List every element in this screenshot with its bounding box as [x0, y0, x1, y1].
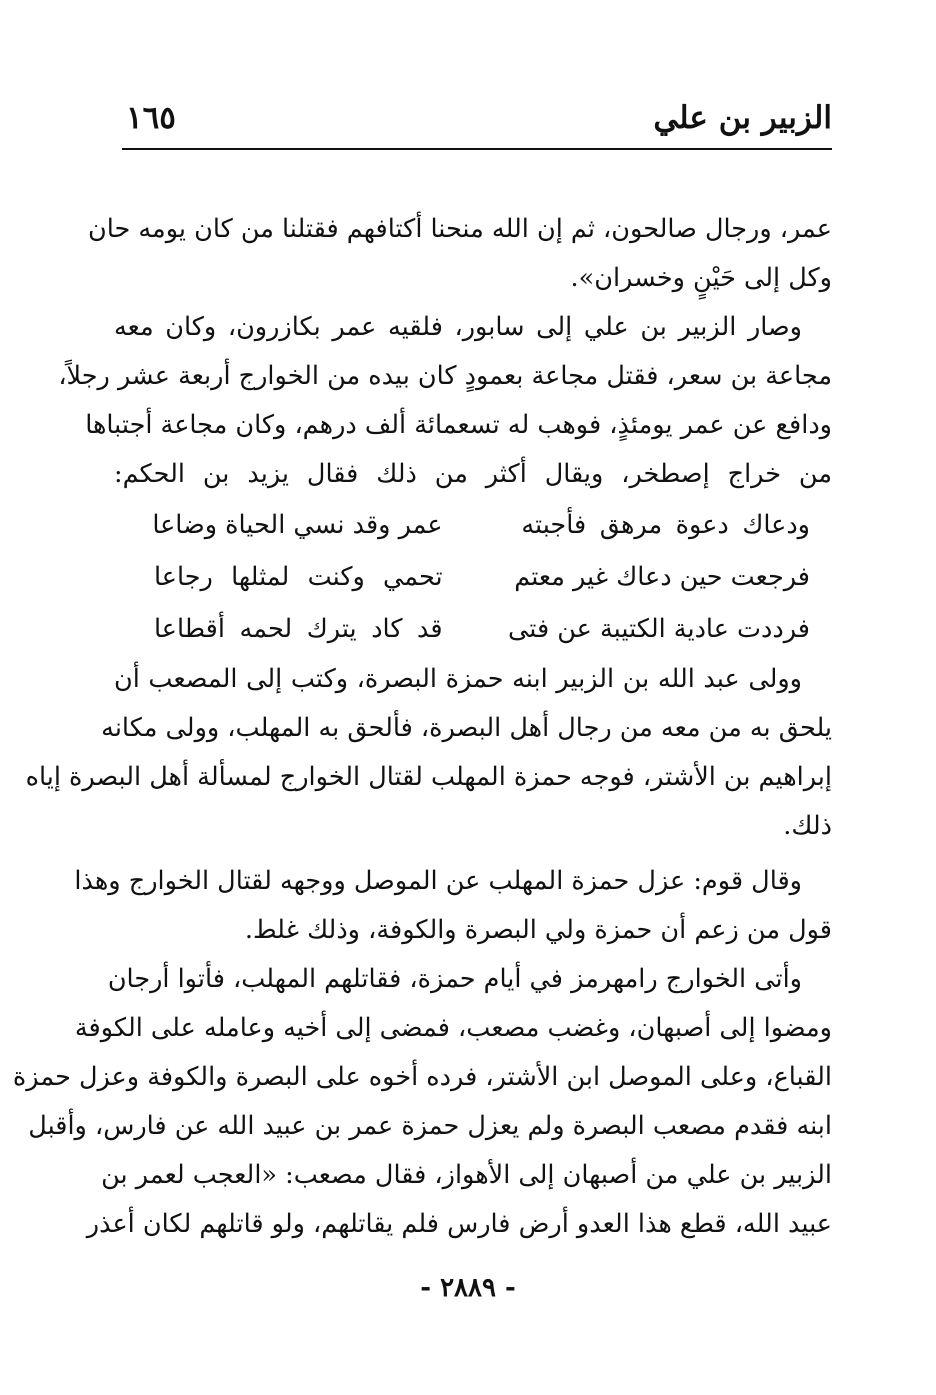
verse-first-hemistich: ودعاك دعوة مرهق فأجبته — [521, 510, 810, 540]
text-line: يلحق به من معه من رجال أهل البصرة، فألحق به المهلب، وولى مكانه — [101, 713, 832, 743]
page-header — [122, 96, 832, 150]
poem-verse — [154, 603, 810, 655]
text-line: وصار الزبير بن علي إلى سابور، فلقيه عمر بكازرون، وكان معه — [114, 312, 802, 342]
text-line: ودافع عن عمر يومئذٍ، فوهب له تسعمائة ألف درهم، وكان مجاعة أجتباها — [85, 410, 832, 440]
text-line: إبراهيم بن الأشتر، فوجه حمزة المهلب لقتال الخوارج لمسألة أهل البصرة إياه — [25, 762, 832, 792]
text-line: من خراج إصطخر، ويقال أكثر من ذلك فقال يزيد بن الحكم: — [114, 459, 832, 489]
text-line: الزبير بن علي من أصبهان إلى الأهواز، فقال مصعب: «العجب لعمر بن — [101, 1160, 832, 1190]
body-text — [12, 205, 832, 1249]
text-line: وأتى الخوارج رامهرمز في أيام حمزة، فقاتلهم المهلب، فأتوا أرجان — [107, 964, 802, 994]
header-page-number: ١٦٥ — [126, 100, 176, 136]
page-footer — [0, 1268, 936, 1308]
text-line: القباع، وعلى الموصل ابن الأشتر، فرده أخوه على البصرة والكوفة وعزل حمزة — [12, 1062, 832, 1092]
text-line: وكل إلى حَيْنٍ وخسران». — [570, 263, 832, 293]
verse-second-hemistich: عمر وقد نسي الحياة وضاعا — [152, 510, 443, 540]
text-line: ومضوا إلى أصبهان، وغضب مصعب، فمضى إلى أخيه وعامله على الكوفة — [74, 1013, 832, 1043]
text-line: ابنه فقدم مصعب البصرة ولم يعزل حمزة عمر بن عبيد الله عن فارس، وأقبل — [28, 1111, 832, 1141]
text-line: عبيد الله، قطع هذا العدو أرض فارس فلم يقاتلهم، ولو قاتلهم لكان أعذر — [86, 1209, 832, 1239]
running-title: الزبير بن علي — [653, 100, 832, 136]
footer-page-number: - ٢٨٨٩ - — [420, 1273, 516, 1303]
text-line: ذلك. — [783, 811, 832, 841]
text-line: قول من زعم أن حمزة ولي البصرة والكوفة، وذلك غلط. — [244, 915, 832, 945]
verse-second-hemistich: تحمي وكنت لمثلها رجاعا — [154, 562, 443, 592]
poem-verse — [154, 551, 810, 603]
verse-first-hemistich: فرددت عادية الكتيبة عن فتى — [508, 614, 810, 644]
text-line: وقال قوم: عزل حمزة المهلب عن الموصل ووجهه لقتال الخوارج وهذا — [74, 866, 802, 896]
poem-verse — [154, 499, 810, 551]
verse-second-hemistich: قد كاد يترك لحمه أقطاعا — [154, 614, 443, 644]
text-line: مجاعة بن سعر، فقتل مجاعة بعمودٍ كان بيده من الخوارج أربعة عشر رجلاً، — [58, 361, 832, 391]
poem — [154, 499, 810, 655]
text-line: عمر، ورجال صالحون، ثم إن الله منحنا أكتافهم فقتلنا من كان يومه حان — [88, 214, 832, 244]
text-line: وولى عبد الله بن الزبير ابنه حمزة البصرة، وكتب إلى المصعب أن — [114, 664, 802, 694]
verse-first-hemistich: فرجعت حين دعاك غير معتم — [514, 562, 810, 592]
